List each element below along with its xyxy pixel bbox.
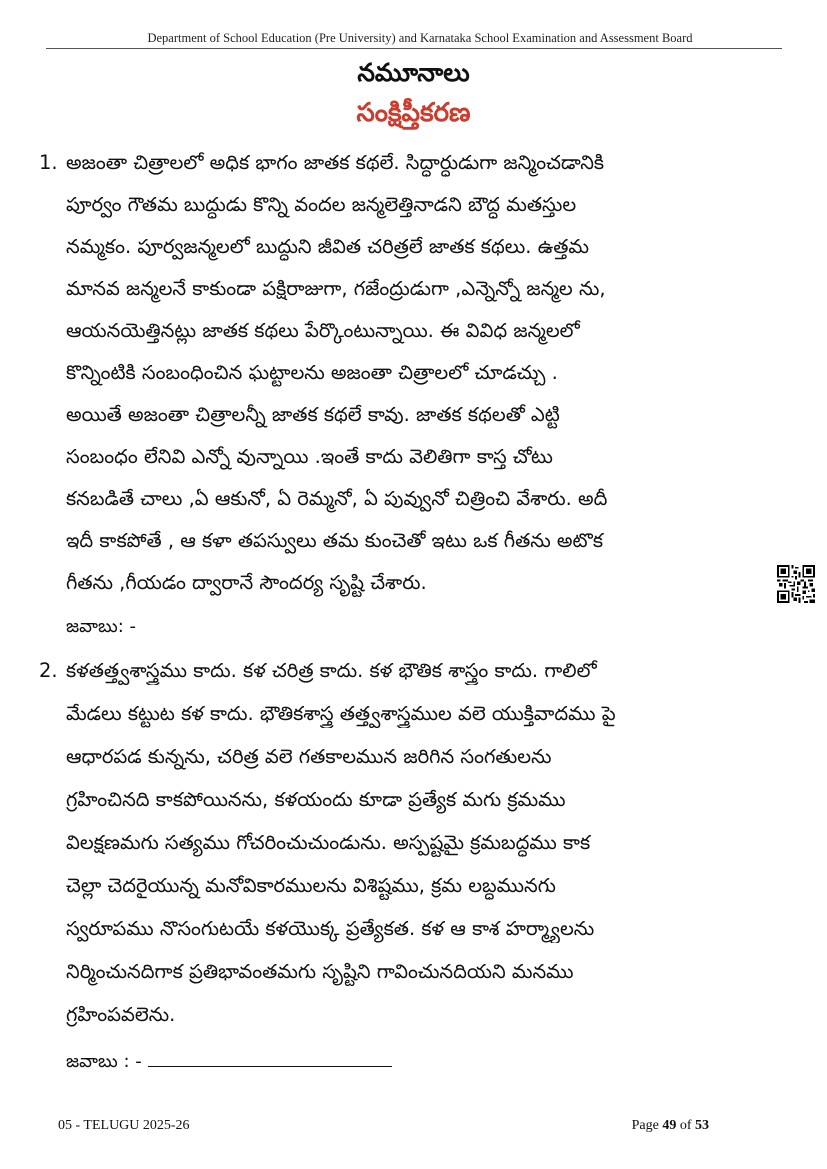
page-current: 49 [662,1118,677,1133]
passage-2-line: గ్రహింపవలెను. [66,1003,176,1026]
passage-1-line: కొన్నింటికి సంబంధించిన ఘట్టాలను అజంతా చిత్రాలలో చూడచ్చు . [66,361,558,384]
passage-2-line: గ్రహించినది కాకపోయినను, కళయందు కూడా ప్రత్యేక మగు క్రమము [66,788,566,811]
header-divider [46,48,782,49]
passage-2-line: ఆధారపడ కున్నను, చరిత్ర వలె గతకాలమున జరిగిన సంగతులను [66,745,552,768]
passage-2-answer-label: జవాబు : - [66,1051,142,1072]
passage-1-line: అయితే అజంతా చిత్రాలన్నీ జాతక కథలే కావు. జాతక కథలతో ఎట్టి [66,403,560,426]
passage-2-number: 2. [39,659,58,682]
footer-page-number [632,1118,709,1134]
page-label: Page [631,1118,663,1133]
passage-1-line: గీతను ,గీయడం ద్వారానే సౌందర్య సృష్టి చేశారు. [66,571,427,594]
passage-2-line: నిర్మించునదిగాక ప్రతిభావంతమగు సృష్టిని గావించునదియని మనము [66,960,574,983]
page-subtitle: సంక్షిప్తీకరణ [356,98,471,128]
page-header: Department of School Education (Pre University) and Karnataka School Examination and Assessment Board [147,31,693,45]
passage-1-line: మానవ జన్మలనే కాకుండా పక్షిరాజుగా, గజేంద్రుడుగా ,ఎన్నెన్నో జన్మల ను, [66,277,606,300]
passage-2-line: కళతత్త్వశాస్త్రము కాదు. కళ చరిత్ర కాదు. కళ భౌతిక శాస్త్రం కాదు. గాలిలో [66,659,597,682]
passage-1-line: అజంతా చిత్రాలలో అధిక భాగం జాతక కథలే. సిద్ధార్ధుడుగా జన్మించడానికి [66,151,605,174]
passage-1-line: నమ్మకం. పూర్వజన్మలలో బుద్ధుని జీవిత చరిత్రలే జాతక కథలు. ఉత్తమ [66,235,590,258]
passage-2-line: చెల్లా చెదరైయున్న మనోవికారములను విశిష్టము, క్రమ లబ్ధమునగు [66,874,556,897]
passage-2-answer-row [66,1048,392,1076]
passage-1-line: ఇదీ కాకపోతే , ఆ కళా తపస్వులు తమ కుంచెతో ఇటు ఒక గీతను అటొక [66,529,604,552]
passage-1-line: పూర్వం గౌతమ బుద్ధుడు కొన్ని వందల జన్మలెత్తినాడని బౌద్ధ మతస్తుల [66,193,577,216]
qr-code-icon[interactable] [777,565,815,603]
passage-1-line: కనబడితే చాలు ,ఏ ఆకునో, ఏ రెమ్మనో, ఏ పువ్వునో చిత్రించి వేశారు. అదీ [66,487,608,510]
answer-blank-line[interactable] [148,1048,392,1067]
page-title: నమూనాలు [357,58,470,87]
passage-1-number: 1. [39,151,58,174]
passage-2-line: స్వరూపము నొసంగుటయే కళయొక్క ప్రత్యేకత. కళ ఆ కాశ హర్మ్యాలను [66,917,595,940]
page-of: of [676,1118,695,1133]
passage-1-answer-label: జవాబు: - [66,616,137,637]
passage-1-line: ఆయనయెత్తినట్లు జాతక కథలు పేర్కొంటున్నాయి. ఈ వివిధ జన్మలలో [66,319,580,342]
page-total: 53 [695,1118,709,1133]
passage-1-line: సంబంధం లేనివి ఎన్నో వున్నాయి .ఇంతే కాదు వెలితిగా కాస్త చోటు [66,445,553,468]
passage-2-line: మేడలు కట్టుట కళ కాదు. భౌతికశాస్త్ర తత్త్వశాస్త్రముల వలె యుక్తివాదము పై [66,702,616,725]
passage-2-line: విలక్షణమగు సత్యము గోచరించుచుండును. అస్పష్టమై క్రమబద్ధము కాక [66,831,591,854]
footer-subject: 05 - TELUGU 2025-26 [58,1118,190,1133]
